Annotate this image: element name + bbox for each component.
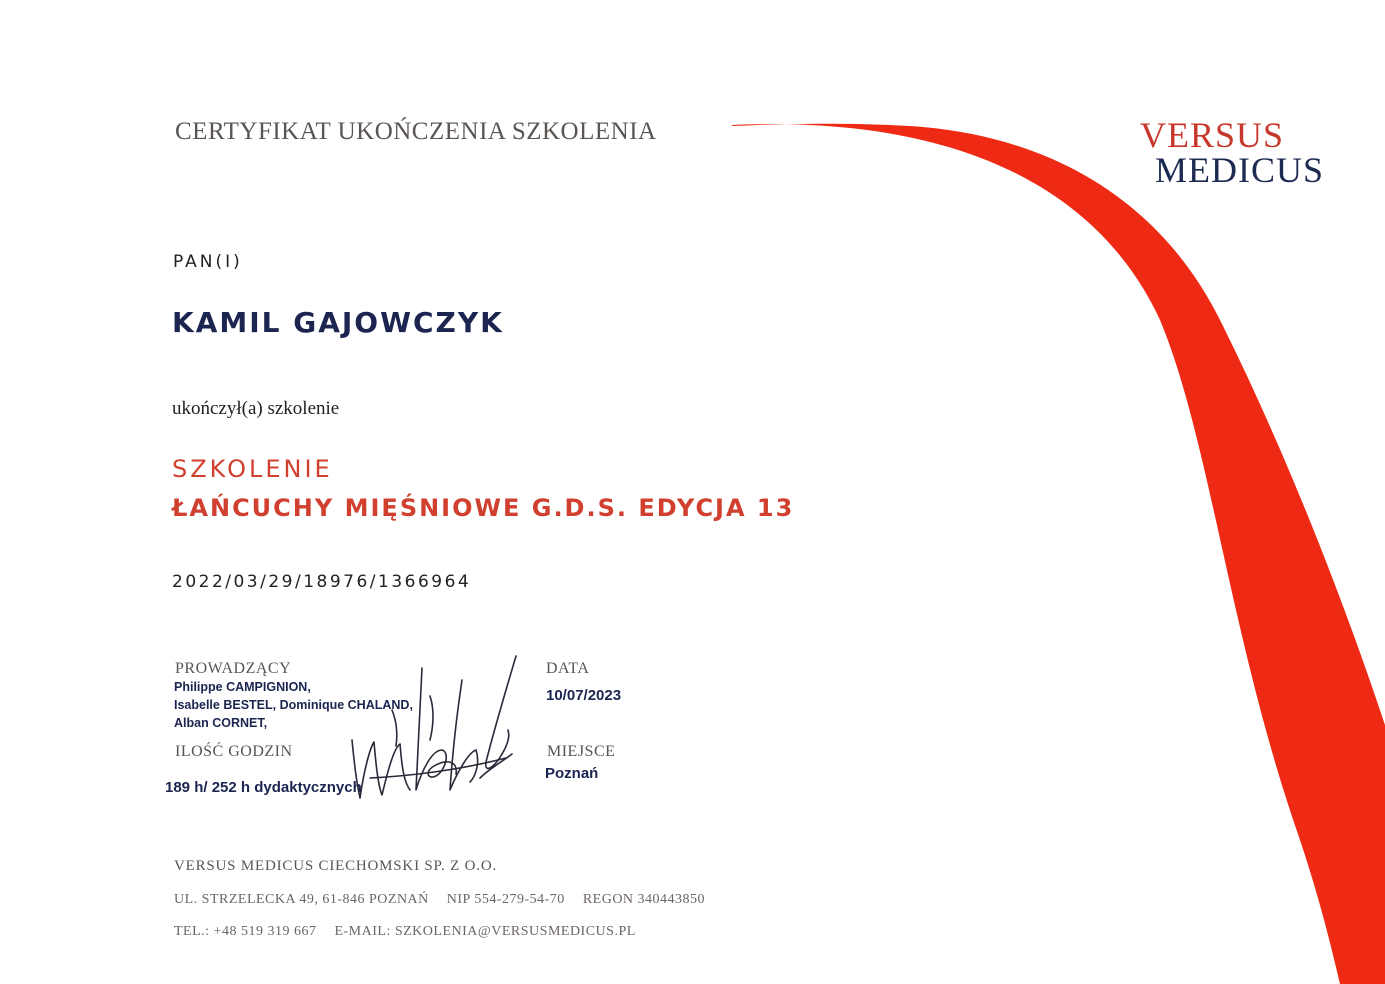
- certificate-number: 2022/03/29/18976/1366964: [172, 572, 472, 592]
- training-name: ŁAŃCUCHY MIĘŚNIOWE G.D.S. EDYCJA 13: [172, 494, 795, 522]
- completed-text: ukończył(a) szkolenie: [172, 398, 340, 419]
- company-address: UL. STRZELECKA 49, 61-846 POZNAŃ: [174, 892, 429, 907]
- date-value: 10/07/2023: [546, 687, 622, 704]
- recipient-name: KAMIL GAJOWCZYK: [172, 306, 504, 339]
- honorific: PAN(I): [173, 252, 243, 272]
- training-label: SZKOLENIE: [172, 455, 333, 483]
- place-label: MIEJSCE: [547, 743, 616, 760]
- company-address-line: [174, 892, 719, 908]
- instructors-line: Philippe CAMPIGNION,: [174, 680, 311, 694]
- date-label: DATA: [546, 660, 590, 677]
- versus-medicus-logo: [1140, 115, 1325, 190]
- company-phone: TEL.: +48 519 319 667: [174, 924, 317, 939]
- company-regon: REGON 340443850: [582, 892, 706, 907]
- company-email: E-MAIL: SZKOLENIA@VERSUSMEDICUS.PL: [334, 924, 636, 939]
- instructors-label: PROWADZĄCY: [175, 660, 292, 677]
- hours-value: 189 h/ 252 h dydaktycznych: [165, 779, 362, 796]
- certificate-title: CERTYFIKAT UKOŃCZENIA SZKOLENIA: [175, 118, 657, 145]
- instructors-line: Isabelle BESTEL, Dominique CHALAND,: [174, 698, 413, 712]
- instructors-line: Alban CORNET,: [174, 716, 268, 730]
- place-value: Poznań: [545, 765, 599, 782]
- hours-label: ILOŚĆ GODZIN: [175, 743, 293, 760]
- company-contact-line: [174, 924, 650, 940]
- logo-line-medicus: MEDICUS: [1155, 150, 1325, 190]
- company-nip: NIP 554-279-54-70: [446, 892, 565, 907]
- logo-line-versus: VERSUS: [1140, 115, 1285, 155]
- company-name: VERSUS MEDICUS CIECHOMSKI SP. Z O.O.: [174, 858, 498, 874]
- signature-image: [330, 650, 530, 810]
